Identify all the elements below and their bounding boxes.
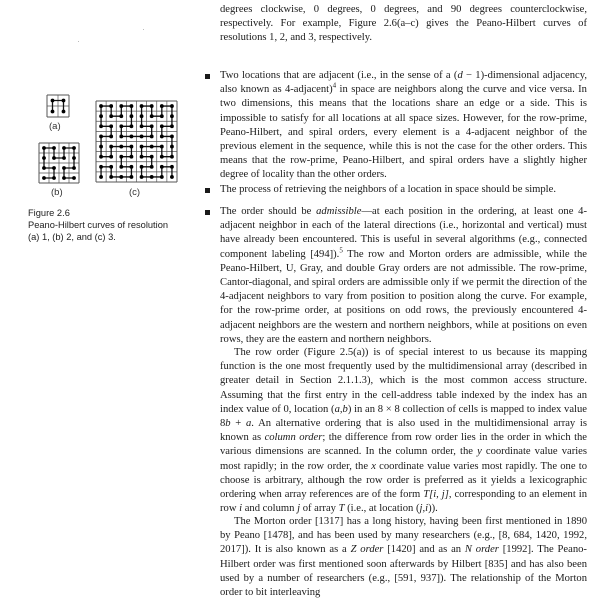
curve-node <box>160 135 164 139</box>
curve-node <box>99 175 103 179</box>
curve-node <box>109 175 113 179</box>
curve-node <box>160 175 164 179</box>
curve-node <box>119 124 123 128</box>
curve-node <box>99 104 103 108</box>
curve-node <box>99 145 103 149</box>
curve-node <box>130 155 134 159</box>
curve-node <box>109 165 113 169</box>
curve-node <box>52 176 56 180</box>
curve-node <box>140 155 144 159</box>
curve-node <box>170 155 174 159</box>
curve-node <box>42 166 46 170</box>
curve-node <box>150 104 154 108</box>
scan-speck <box>78 41 79 42</box>
curve-node <box>140 114 144 118</box>
curve-node <box>130 165 134 169</box>
curve-node <box>99 165 103 169</box>
curve-node <box>150 145 154 149</box>
curve-node <box>109 145 113 149</box>
curve-node <box>140 175 144 179</box>
curve-node <box>109 114 113 118</box>
curve-node <box>62 146 66 150</box>
curve-node <box>119 175 123 179</box>
curve-node <box>130 104 134 108</box>
curve-node <box>140 104 144 108</box>
curve-node <box>119 104 123 108</box>
bullet-marker-icon <box>205 188 210 193</box>
curve-node <box>99 124 103 128</box>
curve-node <box>150 175 154 179</box>
curve-node <box>160 124 164 128</box>
curve-node <box>170 165 174 169</box>
curve-node <box>130 135 134 139</box>
curve-node <box>72 146 76 150</box>
curve-node <box>62 156 66 160</box>
figure-caption-line: (a) 1, (b) 2, and (c) 3. <box>28 232 116 242</box>
bullet-marker-icon <box>205 74 210 79</box>
figure-caption-line: Peano-Hilbert curves of resolution <box>28 220 169 230</box>
bullet-marker-icon <box>205 210 210 215</box>
curve-node <box>150 155 154 159</box>
figure-label-b: (b) <box>51 187 63 198</box>
bullet-item: The order should be admissible—at each position in the ordering, at least one 4-adjacent neighbor in each of the lateral directions (i.e., horizontal and vertical) must have already been encountered. This is useful in several algorithms (e.g., connected component labeling [494]).$^5$ The row and Morton orders are admissible, while the Peano-Hilbert, U, Gray, and double Gray orders are not admissible. The row-prime, Cantor-diagonal, and spiral orders are admissible only if we permit the direction of the 4-adjacent neighbors to vary from position to position along the curve. For example, for the row-prime order, at positions on odd rows, the previously encountered 4-adjacent neighbors are the western and northern neighbors, while at positions on even rows, they are the eastern and northern neighbors. <box>205 205 587 347</box>
curve-node <box>119 114 123 118</box>
curve-node <box>62 166 66 170</box>
figure-label-a: (a) <box>49 121 61 132</box>
curve-node <box>99 114 103 118</box>
curve-node <box>140 124 144 128</box>
curve-node <box>140 145 144 149</box>
curve-node <box>150 135 154 139</box>
curve-node <box>160 165 164 169</box>
curve-node <box>150 165 154 169</box>
curve-node <box>170 145 174 149</box>
curve-node <box>51 99 55 103</box>
hilbert-curve-figure-a <box>46 94 70 118</box>
figure-label-c: (c) <box>129 187 141 198</box>
curve-node <box>62 99 66 103</box>
curve-node <box>52 166 56 170</box>
curve-node <box>140 165 144 169</box>
curve-node <box>170 124 174 128</box>
curve-node <box>72 166 76 170</box>
curve-node <box>109 135 113 139</box>
curve-node <box>62 176 66 180</box>
curve-node <box>130 114 134 118</box>
curve-node <box>130 124 134 128</box>
curve-node <box>109 155 113 159</box>
curve-node <box>52 146 56 150</box>
curve-node <box>109 104 113 108</box>
bullet-item: Two locations that are adjacent (i.e., in the sense of a (d − 1)-dimensional adjacency, also known as 4-adjacent)$^4$ in space are neighbors along the curve and vice versa. In two dimensions, this means that the locations share an edge or a side. This is impossible to satisfy for all locations at all space sizes. However, for the row-prime, Peano-Hilbert, and spiral orders, every element is a 4-adjacent neighbor of the previous element in the sequence, while this is not the case for the other orders. This means that the row-prime, Peano-Hilbert, and spiral orders have a slightly higher degree of locality than the other orders. <box>205 69 587 183</box>
curve-node <box>160 114 164 118</box>
intro-paragraph: degrees clockwise, 0 degrees, 0 degrees, and 90 degrees counterclockwise, respectively. For example, Figure 2.6(a–c) gives the Peano-Hilbert curves of resolutions 1, 2, and 3, respectively. <box>220 4 587 44</box>
curve-node <box>42 156 46 160</box>
hilbert-curve-figure-c <box>95 100 178 183</box>
figure-caption-title: Figure 2.6 <box>28 208 70 218</box>
curve-node <box>130 145 134 149</box>
curve-node <box>170 175 174 179</box>
curve-node <box>72 176 76 180</box>
curve-node <box>109 124 113 128</box>
scan-speck <box>143 29 144 30</box>
curve-node <box>99 155 103 159</box>
curve-node <box>119 135 123 139</box>
curve-node <box>170 114 174 118</box>
curve-node <box>140 135 144 139</box>
curve-node <box>42 176 46 180</box>
curve-node <box>130 175 134 179</box>
curve-node <box>51 110 55 114</box>
curve-node <box>99 135 103 139</box>
curve-node <box>119 165 123 169</box>
curve-node <box>119 155 123 159</box>
row-order-paragraph: The row order (Figure 2.5(a)) is of special interest to us because its mapping function is the one most frequently used by the multidimensional array (described in greater detail in Section 2.1.1.3), which is the most common access structure. Assuming that the first entry in the cell-address table indexed by the index has an index value of 0, location (a,b) in an 8 × 8 collection of cells is mapped to index value 8b + a. An alternative ordering that is also used in the multidimensional array is known as column order; the difference from row order lies in the order in which the various dimensions are scanned. In the column order, the y coordinate value varies most rapidly; in the row order, the x coordinate value varies most rapidly. The one to choose is arbitrary, although the row order is preferred as it yields a lexicographic ordering when array references are of the form T[i, j], corresponding to an element in row i and column j of array T (i.e., at location (j,i)). <box>220 347 588 515</box>
curve-node <box>160 104 164 108</box>
morton-order-paragraph: The Morton order [1317] has a long history, having been first mentioned in 1890 by Peano [1478], and has been used by many researchers (e.g., [8, 684, 1420, 1992, 2017]). It is also known as a Z order [1420] and as an N order [1992]. The Peano-Hilbert order was first mentioned soon afterwards by Hilbert [835] and has also been used by a number of researchers (e.g., [591, 937]). The relationship of the Morton order to bit interleaving <box>220 516 587 599</box>
bullet-item: The process of retrieving the neighbors of a location in space should be simple. <box>205 183 587 197</box>
curve-node <box>150 124 154 128</box>
curve-node <box>119 145 123 149</box>
curve-node <box>62 110 66 114</box>
curve-node <box>160 155 164 159</box>
curve-node <box>42 146 46 150</box>
curve-node <box>52 156 56 160</box>
curve-node <box>72 156 76 160</box>
curve-node <box>160 145 164 149</box>
curve-node <box>170 135 174 139</box>
figure-caption <box>28 207 168 243</box>
curve-node <box>170 104 174 108</box>
hilbert-curve-figure-b <box>38 142 80 184</box>
curve-node <box>150 114 154 118</box>
